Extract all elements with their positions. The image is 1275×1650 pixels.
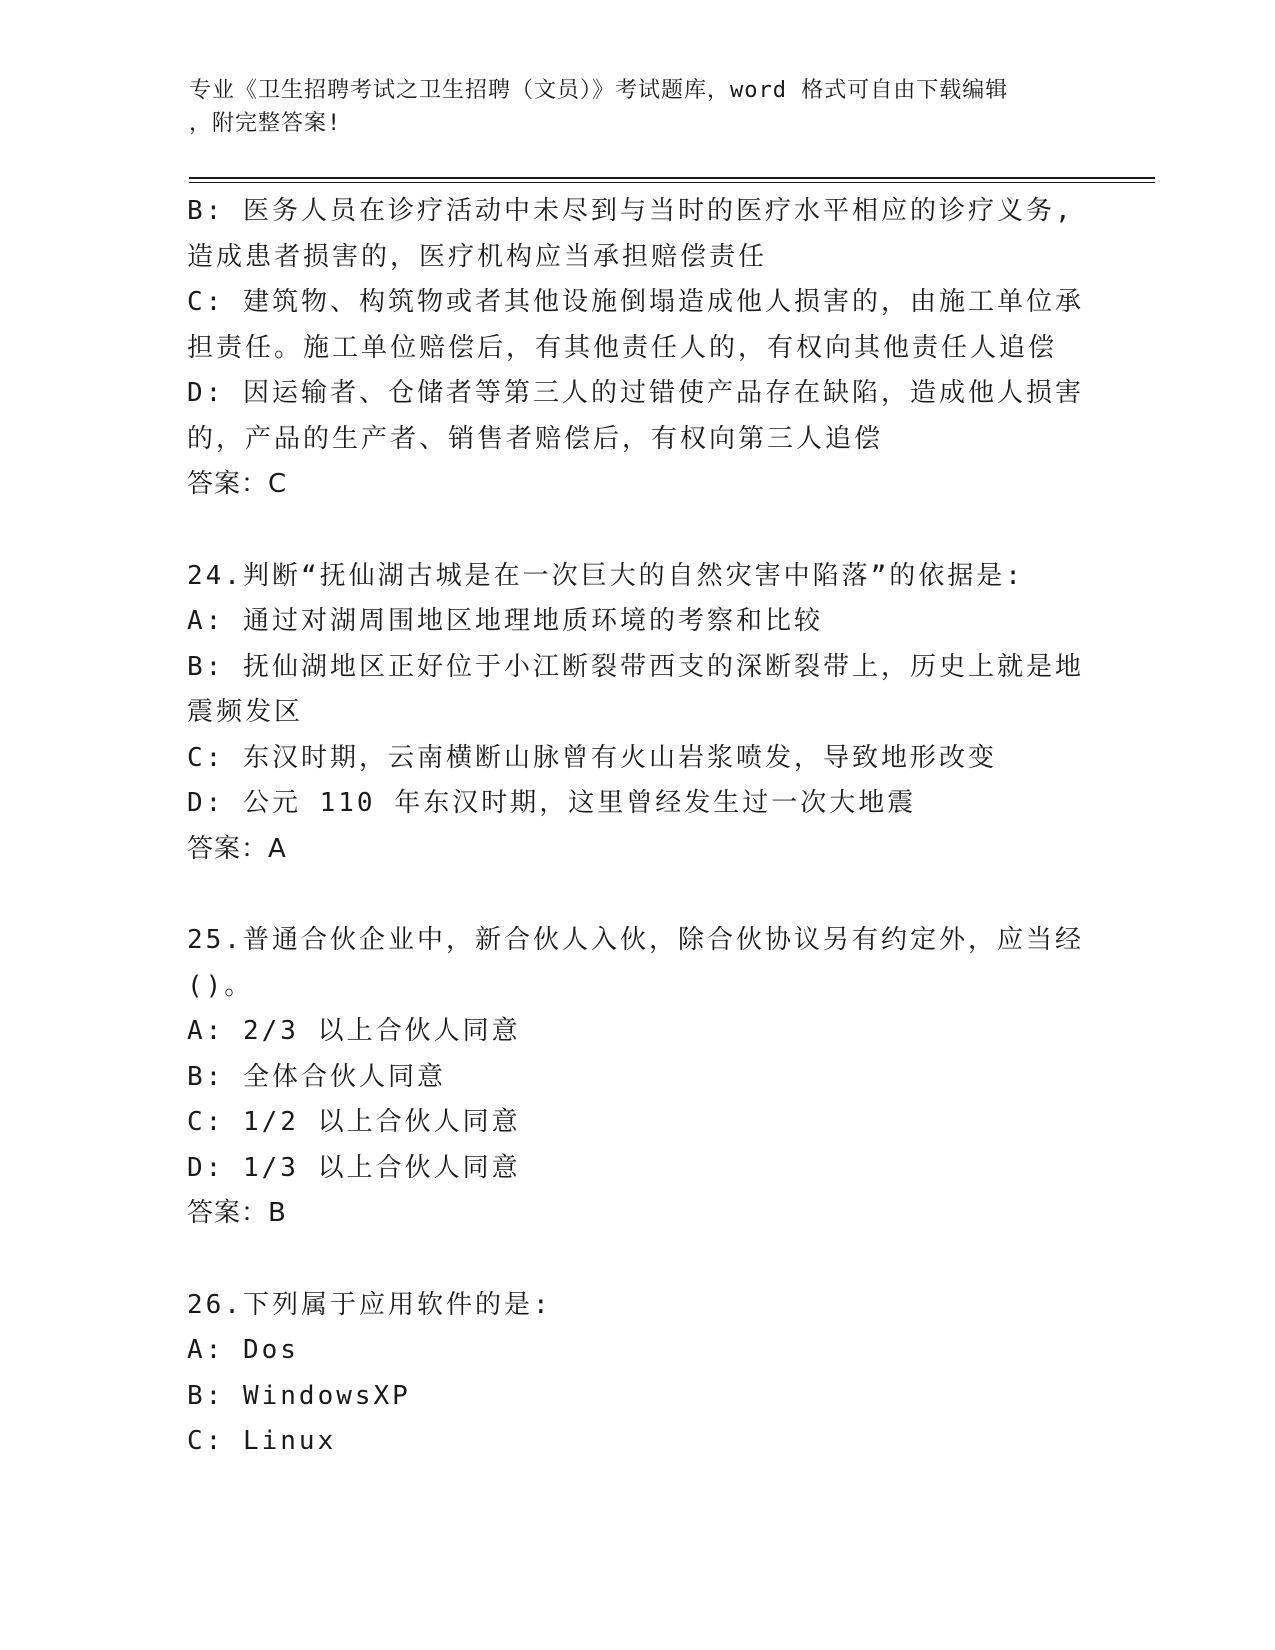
header-divider-thin [189, 182, 1155, 183]
option-a: A: 通过对湖周围地区地理地质环境的考察和比较 [187, 606, 823, 636]
option-c-line-2: 担责任。施工单位赔偿后，有其他责任人的，有权向其他责任人追偿 [187, 332, 1058, 363]
answer-line: 答案：A [187, 833, 287, 864]
question-spacer [187, 508, 1087, 554]
option-b: B: 全体合伙人同意 [187, 1061, 446, 1092]
question-list [187, 189, 1087, 1465]
option-b: B: WindowsXP [187, 1380, 411, 1411]
answer-line: 答案：B [187, 1198, 287, 1228]
header-divider-thick [189, 177, 1155, 179]
option-a: A: 2/3 以上合伙人同意 [187, 1016, 521, 1046]
option-a: A: Dos [187, 1335, 299, 1365]
option-b-line-1: B: 抚仙湖地区正好位于小江断裂带西支的深断裂带上，历史上就是地 [187, 651, 1084, 682]
question-spacer [187, 872, 1087, 918]
option-d-line-1: D: 因运输者、仓储者等第三人的过错使产品存在缺陷，造成他人损害 [187, 378, 1084, 408]
question-26 [187, 1283, 1087, 1465]
option-d: D: 1/3 以上合伙人同意 [187, 1152, 521, 1183]
option-c: C: 1/2 以上合伙人同意 [187, 1107, 521, 1137]
question-stem: 24.判断“抚仙湖古城是在一次巨大的自然灾害中陷落”的依据是: [187, 560, 1024, 591]
option-b-line-2: 造成患者损害的，医疗机构应当承担赔偿责任 [187, 241, 768, 272]
question-stem-line-2: ()。 [187, 970, 254, 1001]
question-stem-line-1: 25.普通合伙企业中，新合伙人入伙，除合伙协议另有约定外，应当经 [187, 925, 1084, 955]
option-c-line-1: C: 建筑物、构筑物或者其他设施倒塌造成他人损害的，由施工单位承 [187, 287, 1084, 317]
question-25 [187, 918, 1087, 1237]
option-c: C: Linux [187, 1426, 337, 1456]
answer-line: 答案：C [187, 469, 288, 499]
question-24 [187, 554, 1087, 873]
header-line-1: 专业《卫生招聘考试之卫生招聘（文员）》考试题库，word 格式可自由下载编辑 [189, 78, 1009, 103]
question-stem: 26.下列属于应用软件的是: [187, 1289, 552, 1320]
option-b-line-1: B: 医务人员在诊疗活动中未尽到与当时的医疗水平相应的诊疗义务, [187, 196, 1074, 226]
header-line-2: ，附完整答案! [189, 111, 342, 136]
option-d: D: 公元 110 年东汉时期，这里曾经发生过一次大地震 [187, 788, 917, 818]
option-d-line-2: 的，产品的生产者、销售者赔偿后，有权向第三人追偿 [187, 423, 884, 454]
question-23 [187, 189, 1087, 508]
document-header [189, 74, 1089, 140]
question-spacer [187, 1237, 1087, 1283]
option-c: C: 东汉时期，云南横断山脉曾有火山岩浆喷发，导致地形改变 [187, 742, 997, 773]
option-b-line-2: 震频发区 [187, 697, 304, 727]
